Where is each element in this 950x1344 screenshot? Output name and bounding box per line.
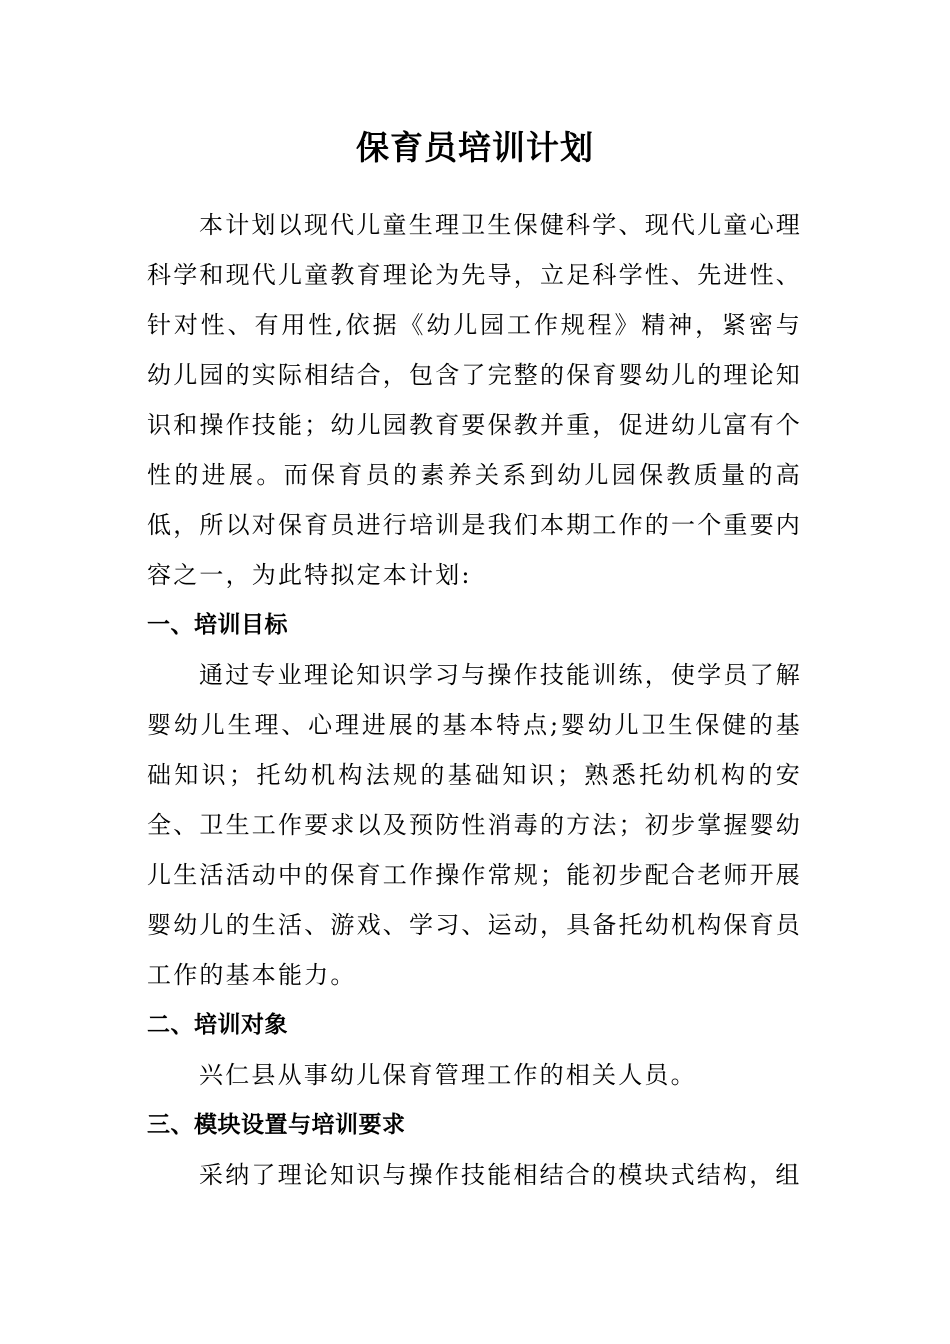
- document-body: [147, 200, 802, 1200]
- document-title: 保育员培训计划: [356, 128, 594, 167]
- intro-paragraph: 本计划以现代儿童生理卫生保健科学、现代儿童心理科学和现代儿童教育理论为先导，立足科学性、先进性、针对性、有用性,依据《幼儿园工作规程》精神，紧密与幼儿园的实际相结合，包含了完整的保育婴幼儿的理论知识和操作技能；幼儿园教育要保教并重，促进幼儿富有个性的进展。而保育员的素养关系到幼儿园保教质量的高低，所以对保育员进行培训是我们本期工作的一个重要内容之一，为此特拟定本计划:: [147, 211, 802, 589]
- section-heading-modules: 三、模块设置与培训要求: [147, 1112, 406, 1138]
- section-body-modules: 采纳了理论知识与操作技能相结合的模块式结构，组: [199, 1161, 802, 1189]
- section-body-goals: 通过专业理论知识学习与操作技能训练，使学员了解婴幼儿生理、心理进展的基本特点;婴幼儿卫生保健的基础知识；托幼机构法规的基础知识；熟悉托幼机构的安全、卫生工作要求以及预防性消毒的方法；初步掌握婴幼儿生活活动中的保育工作操作常规；能初步配合老师开展婴幼儿的生活、游戏、学习、运动，具备托幼机构保育员工作的基本能力。: [147, 661, 802, 989]
- section-heading-audience: 二、培训对象: [147, 1012, 288, 1038]
- section-heading-goals: 一、培训目标: [147, 612, 288, 638]
- section-body-audience: 兴仁县从事幼儿保育管理工作的相关人员。: [199, 1061, 697, 1089]
